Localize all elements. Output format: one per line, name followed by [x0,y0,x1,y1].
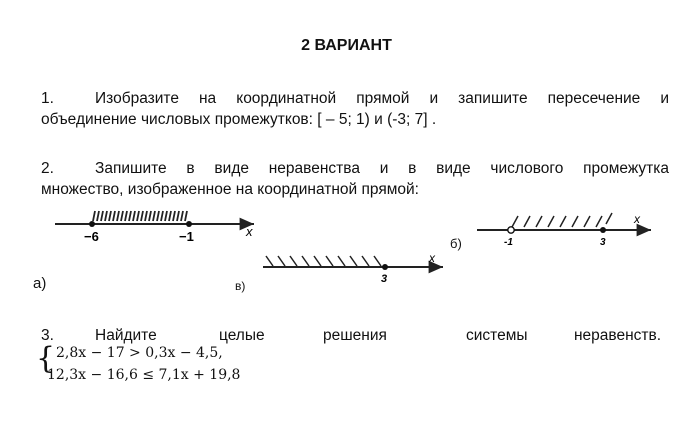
figure-v-hatching [266,256,381,266]
figure-a-point-2 [186,221,192,227]
figure-b-open-point [508,227,514,233]
system-brace: { [36,341,56,376]
figure-b-caption: б) [450,236,462,251]
task3-word-1: Найдите [95,327,157,344]
task1-number: 1. [41,90,54,107]
figure-v-axis-label: x [429,251,435,265]
inequality-1: 2,8x − 17 > 0,3x − 4,5, [56,345,223,361]
task2-number: 2. [41,160,54,177]
inequality-2: 12,3x − 16,6 ≤ 7,1x + 19,8 [47,367,241,383]
figure-a-label-2: −1 [179,229,194,244]
figure-b-label-1: -1 [504,237,513,248]
figure-v [263,251,443,285]
figure-a [55,211,254,244]
figure-v-label: 3 [381,273,388,285]
figure-v-caption: в) [235,279,246,293]
figure-b-point [600,227,606,233]
task2-line1: Запишите в виде неравенства и в виде числового промежутка [95,160,669,177]
figure-a-caption: а) [33,275,47,292]
figure-a-label-1: −6 [84,229,99,244]
task3-word-2: целые [219,327,265,344]
task3-word-5: неравенств. [574,327,662,344]
figure-b [477,212,651,248]
figure-a-hatching [93,211,187,221]
figure-a-axis-label: x [246,224,253,239]
task1-line2: объединение числовых промежутков: [ – 5; 1) и (-3; 7] . [41,111,437,128]
figure-v-point [382,264,388,270]
page-title: 2 ВАРИАНТ [301,37,392,54]
task3-word-3: решения [323,327,387,344]
figure-a-point-1 [89,221,95,227]
task2-line2: множество, изображенное на координатной прямой: [41,181,419,198]
figure-b-hatching [512,213,612,227]
task3-number: 3. [41,327,54,344]
figure-b-label-2: 3 [600,237,606,248]
task3-word-4: системы [466,327,528,344]
figure-b-axis-label: x [634,212,640,226]
task1-line1: Изобразите на координатной прямой и запишите пересечение и [95,90,669,107]
